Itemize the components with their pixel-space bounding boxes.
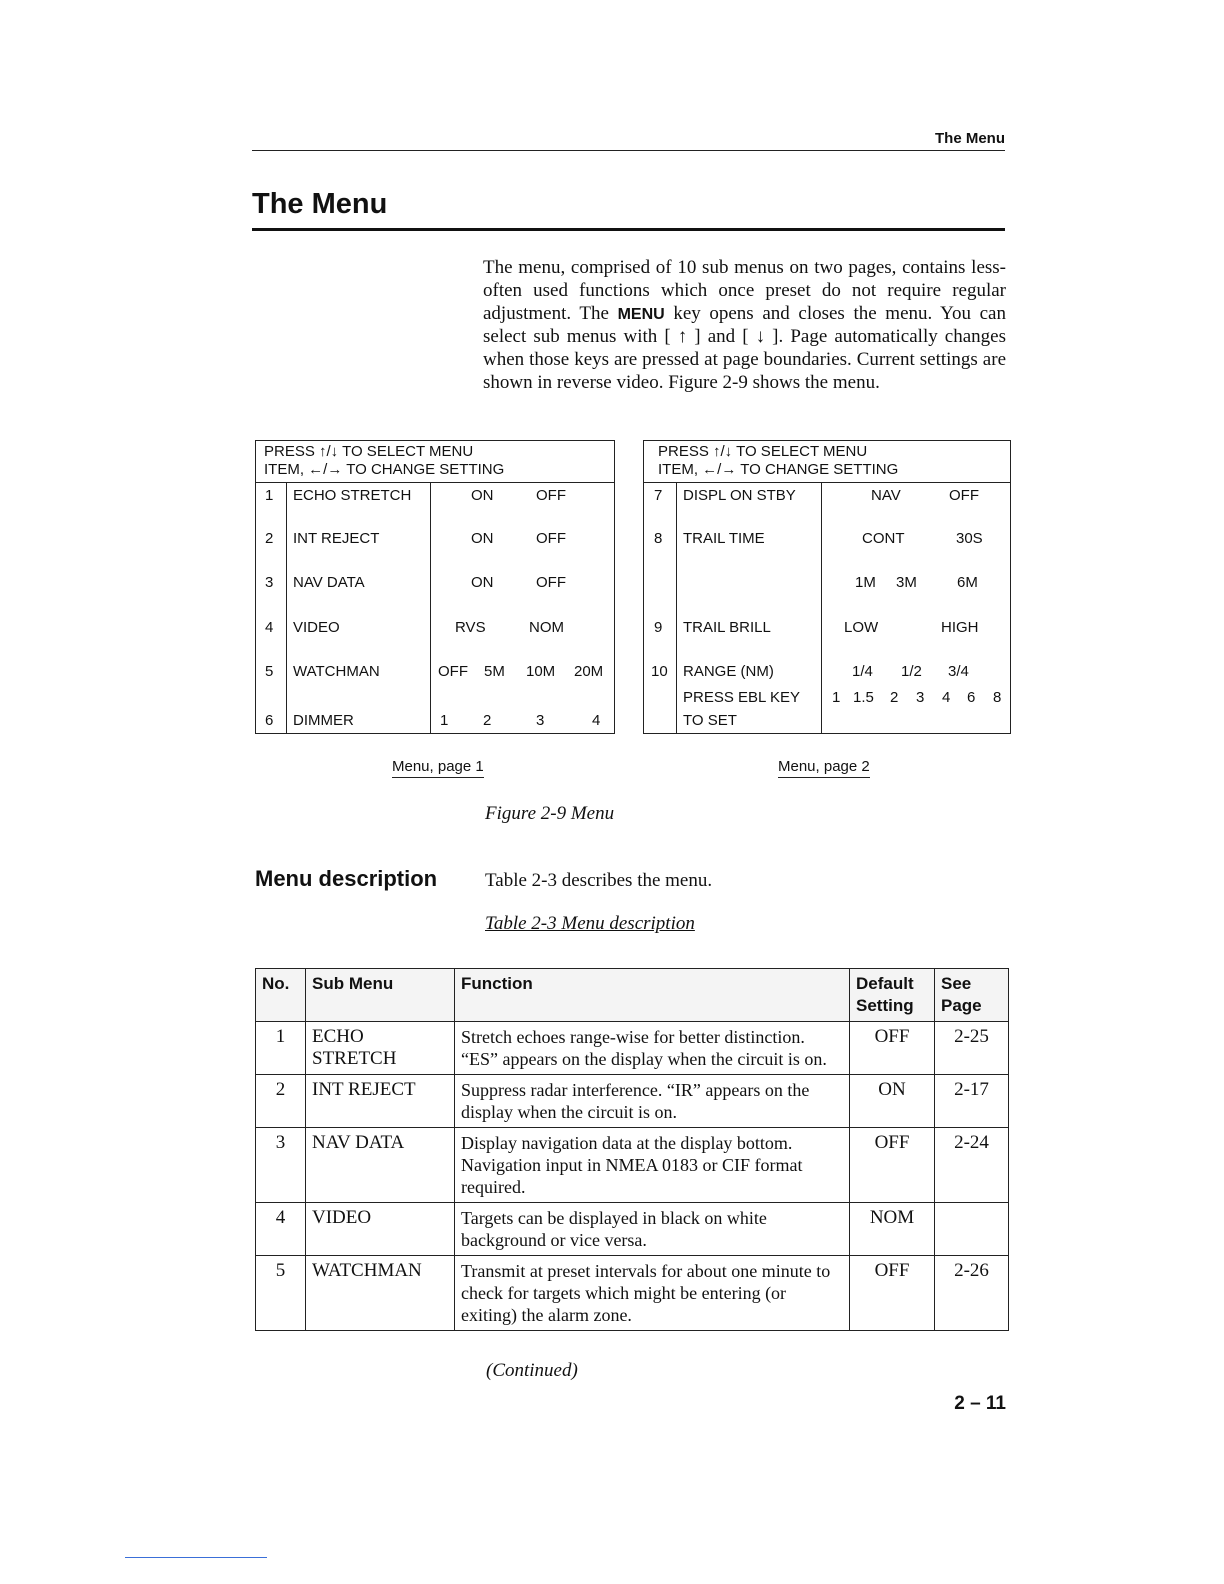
menu-option[interactable]: 1M — [855, 574, 876, 591]
row-default: OFF — [850, 1256, 935, 1331]
row-sub-menu: NAV DATA — [306, 1128, 455, 1203]
menu-item-label: DISPL ON STBY — [683, 487, 796, 504]
menu-option[interactable]: 6M — [957, 574, 978, 591]
menu-page-2-header — [644, 441, 1010, 483]
menu-page-2-caption: Menu, page 2 — [778, 758, 870, 778]
menu-option[interactable]: 20M — [574, 663, 604, 680]
menu-item-number: 7 — [654, 487, 663, 504]
row-sub-menu: VIDEO — [306, 1203, 455, 1256]
menu-page-1-caption: Menu, page 1 — [392, 758, 484, 778]
row-default: NOM — [850, 1203, 935, 1256]
menu-item-number: 6 — [265, 712, 274, 729]
menu-option[interactable]: 1 — [440, 712, 449, 729]
menu-item-displ-on-stby[interactable] — [644, 487, 1010, 507]
column-divider — [430, 483, 431, 733]
menu-option[interactable]: OFF — [949, 487, 979, 504]
menu-option[interactable]: 1.5 — [853, 689, 874, 706]
table-row — [256, 1075, 1009, 1128]
continued-note: (Continued) — [486, 1360, 578, 1381]
menu-item-label: RANGE (NM) — [683, 663, 774, 680]
menu-item-number: 9 — [654, 619, 663, 636]
footer-rule — [125, 1557, 267, 1558]
menu-item-label: PRESS EBL KEY — [683, 689, 800, 706]
menu-item-dimmer[interactable] — [256, 712, 614, 732]
menu-item-number: 10 — [651, 663, 668, 680]
menu-item-range-extra[interactable] — [644, 689, 1010, 709]
row-function: Suppress radar interference. “IR” appears on the display when the circuit is on. — [455, 1075, 850, 1128]
menu-item-number: 5 — [265, 663, 274, 680]
row-page: 2-26 — [935, 1256, 1009, 1331]
menu-item-label: WATCHMAN — [293, 663, 380, 680]
menu-item-number: 1 — [265, 487, 274, 504]
row-function: Display navigation data at the display bottom. Navigation input in NMEA 0183 or CIF format required. — [455, 1128, 850, 1203]
row-page: 2-25 — [935, 1022, 1009, 1075]
row-no: 1 — [256, 1022, 306, 1075]
row-page — [935, 1203, 1009, 1256]
menu-item-trail-brill[interactable] — [644, 619, 1010, 639]
table-row — [256, 1022, 1009, 1075]
intro-text-2: key opens and closes the menu. You can select sub menus with [ ↑ ] and [ ↓ ]. Page automatically changes when those keys are pressed at page boundaries. Current settings are shown in reverse video. Figure 2-9 shows the menu. — [483, 302, 1006, 393]
title-rule — [252, 228, 1005, 231]
menu-option[interactable]: HIGH — [941, 619, 979, 636]
table-row — [256, 1203, 1009, 1256]
menu-item-number: 8 — [654, 530, 663, 547]
menu-option[interactable]: LOW — [844, 619, 879, 636]
row-no: 2 — [256, 1075, 306, 1128]
menu-option[interactable]: 6 — [967, 689, 976, 706]
page-title: The Menu — [252, 188, 388, 220]
menu-option[interactable]: NOM — [529, 619, 564, 636]
menu-item-number: 3 — [265, 574, 274, 591]
menu-option[interactable]: ON — [471, 487, 494, 504]
menu-option[interactable]: 3 — [916, 689, 925, 706]
header-sub-menu: Sub Menu — [306, 969, 455, 1022]
menu-description-table — [255, 968, 1009, 1331]
table-row — [256, 1128, 1009, 1203]
menu-item-label: INT REJECT — [293, 530, 380, 547]
menu-option[interactable]: RVS — [455, 619, 486, 636]
menu-instruction-line-1: PRESS ↑/↓ TO SELECT MENU — [658, 443, 868, 460]
row-function: Transmit at preset intervals for about one minute to check for targets which might be entering (or exiting) the alarm zone. — [455, 1256, 850, 1331]
menu-option[interactable]: 4 — [942, 689, 951, 706]
menu-item-range-note — [644, 712, 1010, 732]
menu-option[interactable]: ON — [471, 574, 494, 591]
header-function: Function — [455, 969, 850, 1022]
menu-option[interactable]: 2 — [483, 712, 492, 729]
menu-option[interactable]: OFF — [536, 574, 566, 591]
menu-option[interactable]: 30S — [956, 530, 983, 547]
menu-instruction-line-2: ITEM, ←/→ TO CHANGE SETTING — [264, 461, 505, 478]
header-default-setting: Default Setting — [850, 969, 935, 1022]
running-header: The Menu — [935, 130, 1005, 147]
menu-option[interactable]: 3/4 — [948, 663, 969, 680]
table-header-row — [256, 969, 1009, 1022]
intro-paragraph — [483, 257, 1006, 395]
menu-item-label: TO SET — [683, 712, 737, 729]
header-no: No. — [256, 969, 306, 1022]
menu-item-label: TRAIL TIME — [683, 530, 765, 547]
menu-item-int-reject[interactable] — [256, 530, 614, 550]
header-rule — [252, 150, 1005, 151]
row-no: 3 — [256, 1128, 306, 1203]
row-sub-menu: WATCHMAN — [306, 1256, 455, 1331]
row-default: ON — [850, 1075, 935, 1128]
section-heading: Menu description — [255, 866, 438, 891]
menu-item-label: VIDEO — [293, 619, 340, 636]
menu-page-1-header — [256, 441, 614, 483]
menu-option[interactable]: 4 — [592, 712, 601, 729]
menu-option[interactable]: NAV — [871, 487, 901, 504]
row-page: 2-17 — [935, 1075, 1009, 1128]
row-sub-menu: INT REJECT — [306, 1075, 455, 1128]
menu-key-label: MENU — [617, 305, 665, 323]
menu-option[interactable]: 8 — [993, 689, 1002, 706]
menu-option[interactable]: OFF — [536, 487, 566, 504]
menu-item-number: 2 — [265, 530, 274, 547]
menu-item-echo-stretch[interactable] — [256, 487, 614, 507]
table-row — [256, 1256, 1009, 1331]
menu-page-1 — [255, 440, 615, 734]
menu-item-label: NAV DATA — [293, 574, 365, 591]
intro-text-1: The menu, comprised of 10 sub menus on two pages, contains less-often used functions which once preset do not require regular adjustment. The — [483, 257, 1006, 324]
menu-item-trail-time-extra[interactable] — [644, 574, 1010, 594]
figure-caption: Figure 2-9 Menu — [485, 803, 615, 824]
row-default: OFF — [850, 1022, 935, 1075]
menu-option[interactable]: 5M — [484, 663, 505, 680]
row-page: 2-24 — [935, 1128, 1009, 1203]
row-default: OFF — [850, 1128, 935, 1203]
menu-page-2 — [643, 440, 1011, 734]
menu-option[interactable]: 1 — [832, 689, 841, 706]
menu-instruction-line-1: PRESS ↑/↓ TO SELECT MENU — [264, 443, 474, 460]
menu-item-trail-time[interactable] — [644, 530, 1010, 550]
menu-item-watchman[interactable] — [256, 663, 614, 683]
row-function: Stretch echoes range-wise for better distinction. “ES” appears on the display when the circuit is on. — [455, 1022, 850, 1075]
section-text: Table 2-3 describes the menu. — [485, 870, 713, 891]
menu-option[interactable]: 2 — [890, 689, 899, 706]
header-see-page: See Page — [935, 969, 1009, 1022]
row-sub-menu: ECHO STRETCH — [306, 1022, 455, 1075]
menu-option[interactable]: 3M — [896, 574, 917, 591]
menu-item-number: 4 — [265, 619, 274, 636]
menu-item-video[interactable] — [256, 619, 614, 639]
menu-item-range[interactable] — [644, 663, 1010, 683]
menu-item-nav-data[interactable] — [256, 574, 614, 594]
menu-option[interactable]: ON — [471, 530, 494, 547]
menu-instruction-line-2: ITEM, ←/→ TO CHANGE SETTING — [658, 461, 899, 478]
page-number: 2 – 11 — [954, 1393, 1006, 1414]
menu-option[interactable]: CONT — [862, 530, 905, 547]
menu-option[interactable]: OFF — [438, 663, 468, 680]
menu-option[interactable]: 1/4 — [852, 663, 873, 680]
menu-option[interactable]: 1/2 — [901, 663, 922, 680]
column-divider — [286, 483, 287, 733]
menu-item-label: DIMMER — [293, 712, 354, 729]
menu-option[interactable]: 3 — [536, 712, 545, 729]
menu-option[interactable]: OFF — [536, 530, 566, 547]
table-caption: Table 2-3 Menu description — [485, 913, 695, 934]
row-no: 5 — [256, 1256, 306, 1331]
menu-item-label: ECHO STRETCH — [293, 487, 412, 504]
menu-item-label: TRAIL BRILL — [683, 619, 771, 636]
menu-option[interactable]: 10M — [526, 663, 556, 680]
row-no: 4 — [256, 1203, 306, 1256]
row-function: Targets can be displayed in black on white background or vice versa. — [455, 1203, 850, 1256]
